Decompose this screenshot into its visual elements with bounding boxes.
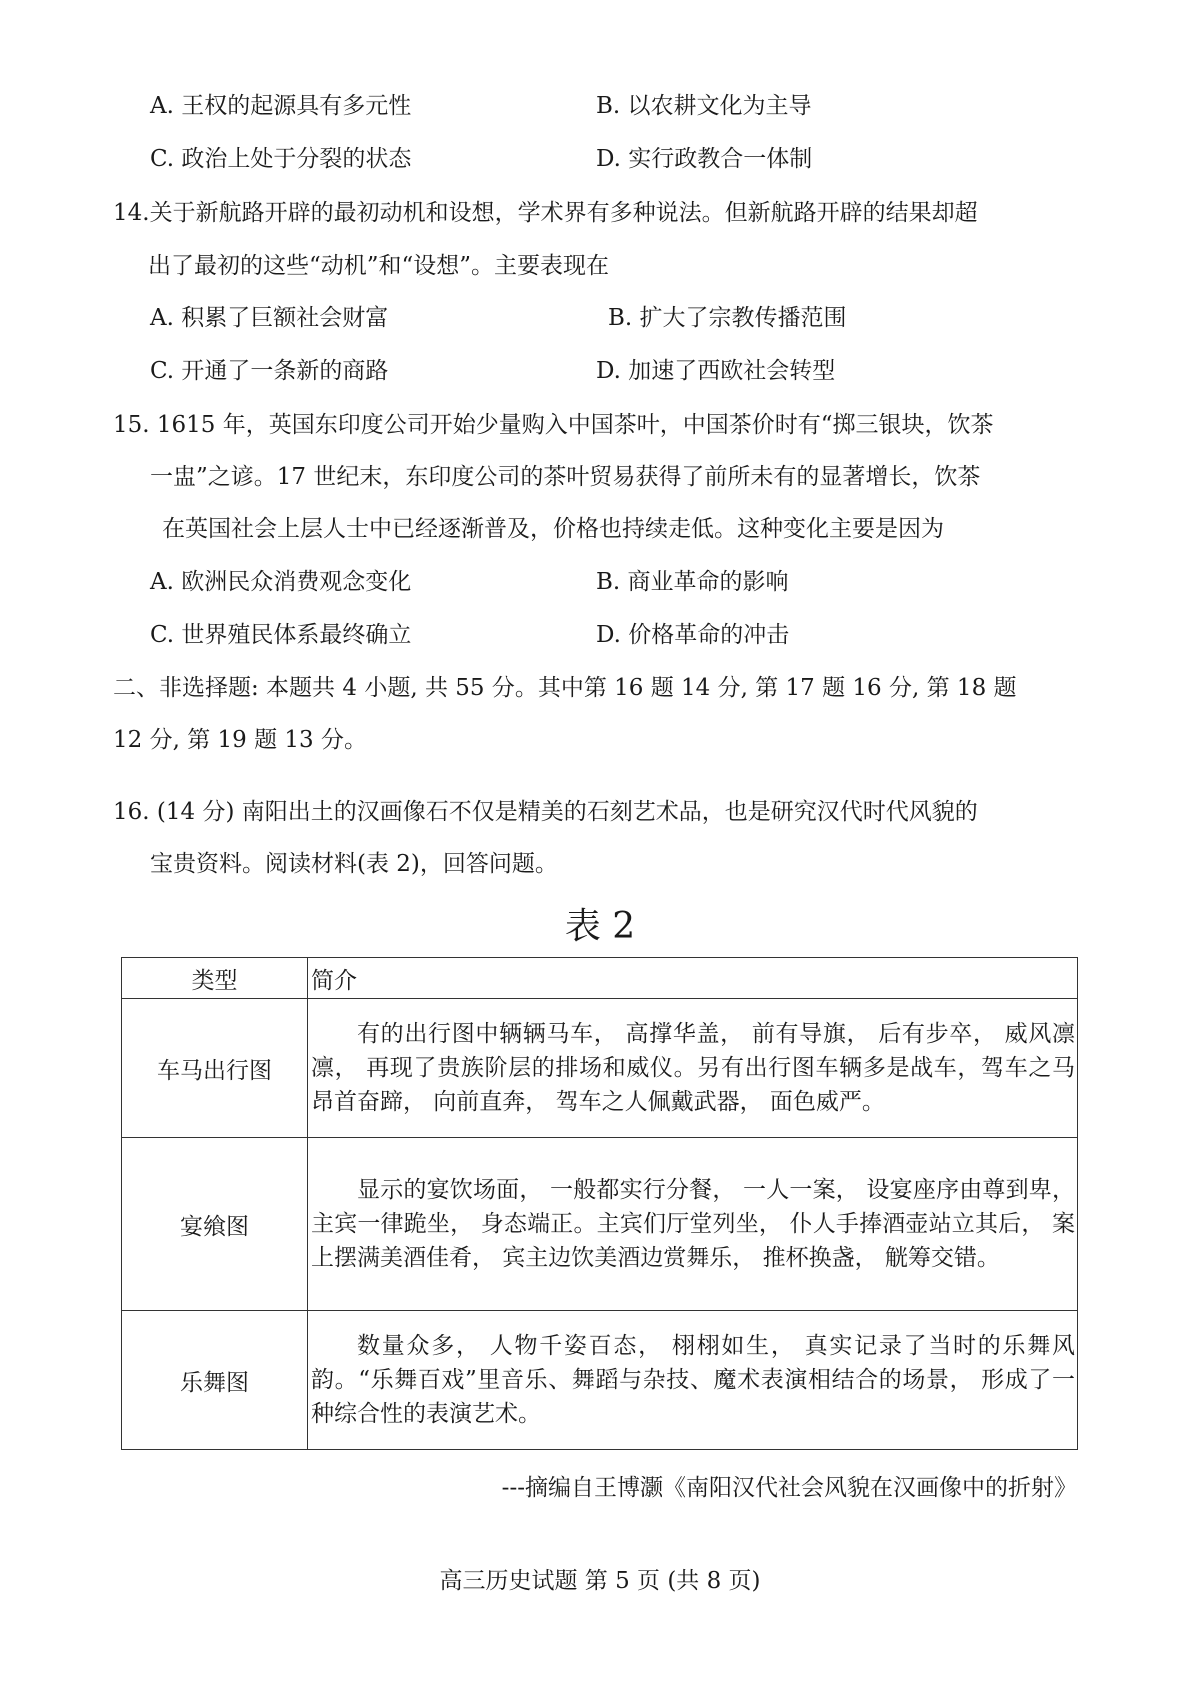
table-row <box>122 999 1078 1138</box>
section2-line1: 二、非选择题: 本题共 4 小题, 共 55 分。其中第 16 题 14 分, 第 17 题 16 分, 第 18 题 <box>113 675 1017 701</box>
row-type: 乐舞图 <box>122 1311 308 1450</box>
table-row <box>122 1138 1078 1311</box>
section2-line2: 12 分, 第 19 题 13 分。 <box>113 727 367 753</box>
header-desc: 简介 <box>308 958 1078 999</box>
q14-option-c: C. 开通了一条新的商路 <box>150 358 389 384</box>
row-desc: 有的出行图中辆辆马车， 高撑华盖， 前有导旗， 后有步卒， 威风凛凛， 再现了贵族阶层的排场和威仪。另有出行图车辆多是战车，驾车之马昂首奋蹄， 向前直奔， 驾车之人佩戴武器， 面色威严。 <box>308 999 1078 1138</box>
q15-option-b: B. 商业革命的影响 <box>596 569 789 595</box>
q14-option-b: B. 扩大了宗教传播范围 <box>608 305 847 331</box>
q14-stem-line1: 14.关于新航路开辟的最初动机和设想，学术界有多种说法。但新航路开辟的结果却超 <box>113 200 978 226</box>
q15-option-c: C. 世界殖民体系最终确立 <box>150 622 412 648</box>
q14-option-a: A. 积累了巨额社会财富 <box>150 305 389 331</box>
row-type: 车马出行图 <box>122 999 308 1138</box>
table-title: 表 2 <box>564 906 636 947</box>
q14-option-d: D. 加速了西欧社会转型 <box>596 358 836 384</box>
q16-stem-line1: 16. (14 分) 南阳出土的汉画像石不仅是精美的石刻艺术品，也是研究汉代时代风貌的 <box>113 799 978 825</box>
q15-option-d: D. 价格革命的冲击 <box>596 622 790 648</box>
row-desc: 数量众多， 人物千姿百态， 栩栩如生， 真实记录了当时的乐舞风韵。“乐舞百戏”里音乐、舞蹈与杂技、魔术表演相结合的场景， 形成了一种综合性的表演艺术。 <box>308 1311 1078 1450</box>
q15-stem-line2: 一盅”之谚。17 世纪末，东印度公司的茶叶贸易获得了前所未有的显著增长，饮茶 <box>150 464 981 490</box>
q14-stem-line2: 出了最初的这些“动机”和“设想”。主要表现在 <box>148 253 610 279</box>
q16-stem-line2: 宝贵资料。阅读材料(表 2)，回答问题。 <box>150 851 558 877</box>
q13-option-c: C. 政治上处于分裂的状态 <box>150 146 412 172</box>
table-2 <box>121 957 1078 1450</box>
header-type: 类型 <box>122 958 308 999</box>
q15-stem-line1: 15. 1615 年，英国东印度公司开始少量购入中国茶叶，中国茶价时有“掷三银块，饮茶 <box>113 412 994 438</box>
row-desc: 显示的宴饮场面， 一般都实行分餐， 一人一案， 设宴座序由尊到卑， 主宾一律跪坐， 身态端正。主宾们厅堂列坐， 仆人手捧酒壶站立其后， 案上摆满美酒佳肴， 宾主边饮美酒边赏舞乐， 推杯换盏， 觥筹交错。 <box>308 1138 1078 1311</box>
q13-option-b: B. 以农耕文化为主导 <box>596 93 812 119</box>
table-source: ---摘编自王博灏《南阳汉代社会风貌在汉画像中的折射》 <box>501 1475 1077 1501</box>
row-type: 宴飨图 <box>122 1138 308 1311</box>
q15-stem-line3: 在英国社会上层人士中已经逐渐普及，价格也持续走低。这种变化主要是因为 <box>162 516 944 542</box>
q13-option-a: A. 王权的起源具有多元性 <box>150 93 412 119</box>
page-footer: 高三历史试题 第 5 页 (共 8 页) <box>439 1568 761 1594</box>
q15-option-a: A. 欧洲民众消费观念变化 <box>150 569 412 595</box>
table-row <box>122 1311 1078 1450</box>
q13-option-d: D. 实行政教合一体制 <box>596 146 813 172</box>
table-header-row <box>122 958 1078 999</box>
